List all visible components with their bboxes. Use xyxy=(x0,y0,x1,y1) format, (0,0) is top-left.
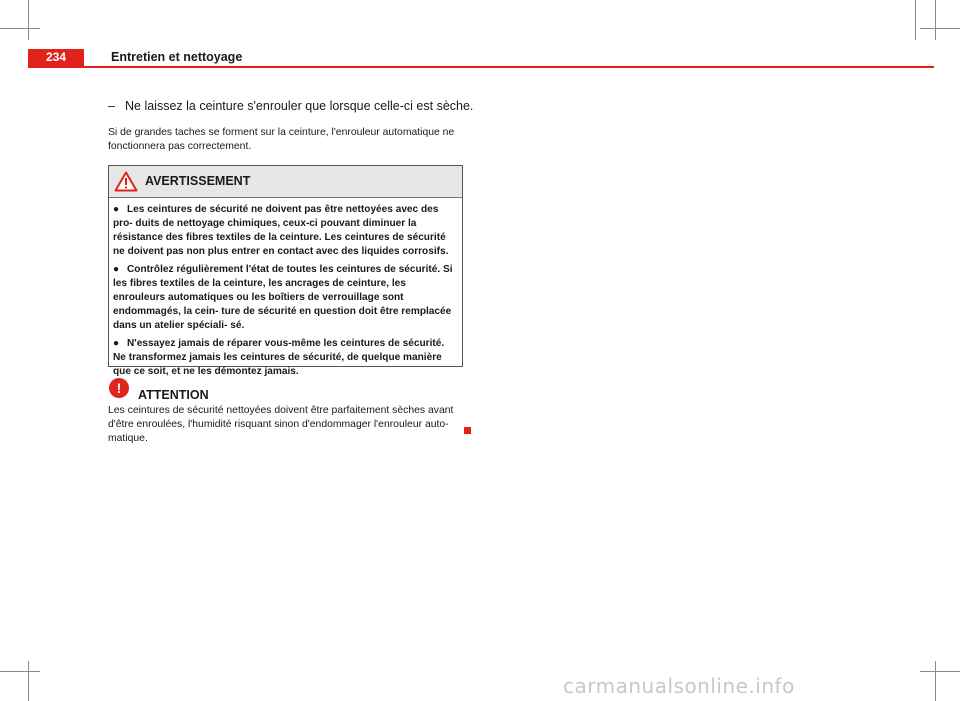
warning-item xyxy=(113,263,458,333)
bullet-icon: ● xyxy=(113,204,120,215)
warning-triangle-icon xyxy=(114,171,138,192)
crop-mark xyxy=(28,0,29,40)
warning-box xyxy=(108,165,463,377)
dash-list-item xyxy=(108,98,473,114)
dash-marker: – xyxy=(108,99,115,113)
warning-title: AVERTISSEMENT xyxy=(145,174,251,188)
attention-text: Les ceintures de sécurité nettoyées doivent être parfaitement sèches avant d'être enroulées, l'humidité risquant sinon d'endommager l'enrouleur auto- matique. xyxy=(108,405,454,444)
page-title: Entretien et nettoyage xyxy=(111,50,243,64)
crop-mark xyxy=(935,0,936,40)
warning-item-text: Contrôlez régulièrement l'état de toutes les ceintures de sécurité. Si les fibres textiles de la ceinture, les ancrages de ceinture, les enrouleurs automatiques ou les boîtiers de verrouillage sont endommagés, la cein- ture de sécurité en question doit être remplacée dans un atelier spéciali- sé. xyxy=(113,264,453,331)
attention-title: ATTENTION xyxy=(138,388,209,402)
warning-item-text: N'essayez jamais de réparer vous-même les ceintures de sécurité. Ne transformez jamais les ceintures de sécurité, de quelque manière que ce soit, et ne les démontez jamais. xyxy=(113,338,445,377)
page-number: 234 xyxy=(28,49,84,66)
watermark: carmanualsonline.info xyxy=(563,674,795,698)
body-paragraph: Si de grandes taches se forment sur la ceinture, l'enrouleur automatique ne fonctionnera pas correctement. xyxy=(108,127,455,152)
warning-body xyxy=(109,198,462,379)
section-end-marker xyxy=(464,427,471,434)
attention-circle-icon: ! xyxy=(109,378,129,398)
warning-item-text: Les ceintures de sécurité ne doivent pas être nettoyées avec des pro- duits de nettoyage chimiques, ceux-ci pouvant diminuer la résistance des fibres textiles de la ceinture. Les ceintures de sécurité ne doivent pas non plus entrer en contact avec des liquides corrosifs. xyxy=(113,204,449,257)
crop-mark xyxy=(935,661,936,701)
warning-item xyxy=(113,203,458,259)
crop-mark xyxy=(920,671,960,672)
crop-mark xyxy=(28,661,29,701)
dash-item-text: Ne laissez la ceinture s'enrouler que lorsque celle-ci est sèche. xyxy=(125,99,474,113)
crop-mark xyxy=(0,671,40,672)
warning-item xyxy=(113,337,458,379)
page-header xyxy=(28,49,934,68)
bullet-icon: ● xyxy=(113,264,120,275)
crop-mark xyxy=(0,28,40,29)
bullet-icon: ● xyxy=(113,338,120,349)
crop-mark xyxy=(920,28,960,29)
warning-header xyxy=(109,166,462,198)
crop-mark xyxy=(915,0,916,40)
